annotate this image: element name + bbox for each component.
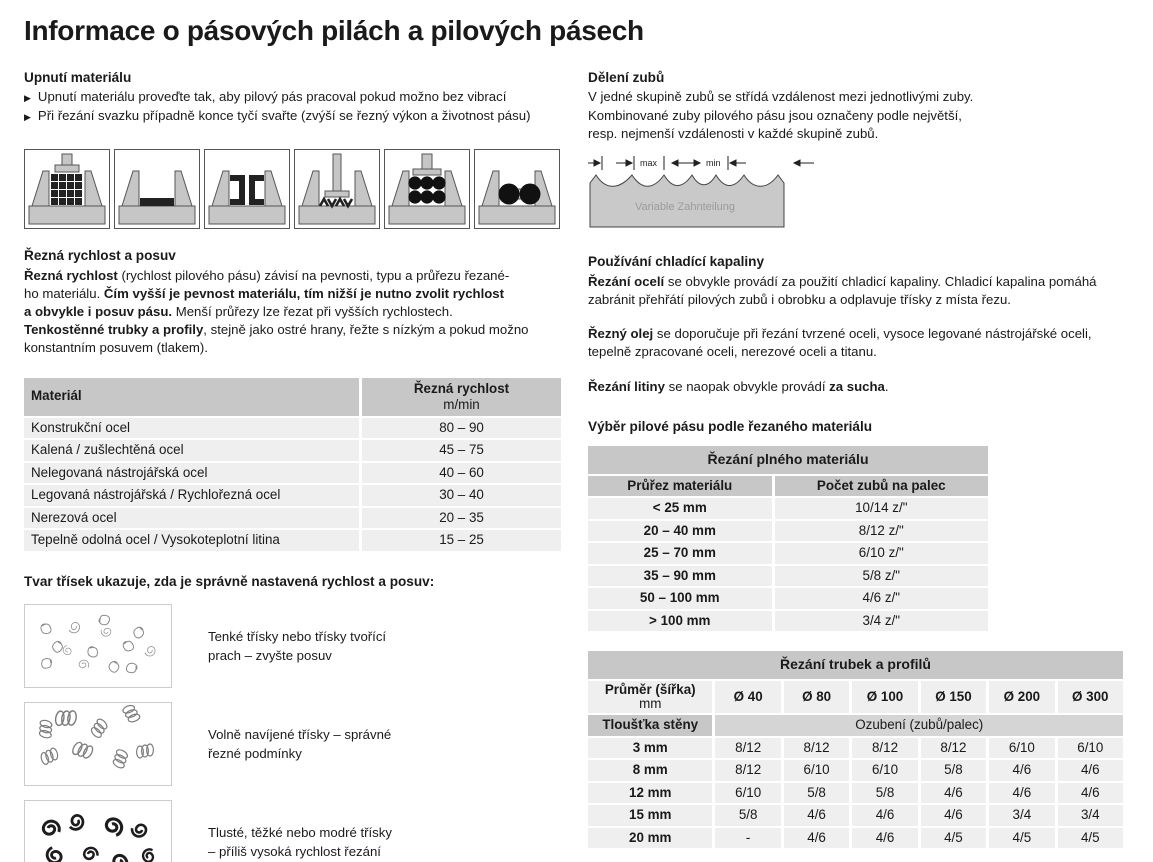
chip-caption: [208, 823, 392, 861]
material-cell: Nerezová ocel: [24, 508, 359, 529]
chip-example-fine: [24, 604, 564, 688]
value-cell: 3/4: [1058, 805, 1123, 826]
speed-cell: 80 – 90: [362, 418, 561, 439]
variable-tooth-pitch-diagram: [588, 153, 820, 233]
value-cell: 4/5: [989, 828, 1054, 849]
clamping-diagrams-row: [24, 149, 564, 229]
diameter-header: Ø 80: [784, 681, 849, 713]
size-cell: < 25 mm: [588, 498, 772, 519]
caption-line: Tenké třísky nebo třísky tvořící: [208, 629, 387, 645]
clamping-bullets: [24, 88, 564, 124]
value-cell: 3/4: [989, 805, 1054, 826]
bullet-item: [24, 107, 564, 125]
bullet-text: Při řezání svazku případně konce tyčí svařte (zvýší se řezný výkon a životnost pásu): [37, 107, 531, 123]
speed-cell: 40 – 60: [362, 463, 561, 484]
teeth-paragraph: V jedné skupině zubů se střídá vzdálenost mezi jednotlivými zuby. Kombinované zuby pilového pásu jsou označeny podle největší, resp. nejmenší vzdálenosti v každé skupině zubů.: [588, 89, 974, 141]
value-cell: 6/10: [1058, 738, 1123, 759]
solid-table-header-size: Průřez materiálu: [588, 476, 772, 497]
thick-dark-chips-photo: [24, 800, 172, 862]
wall-cell: 3 mm: [588, 738, 712, 759]
cutting-speed-table: [21, 376, 564, 553]
teeth-per-inch-header: Ozubení (zubů/palec): [715, 715, 1123, 736]
speed-table-header-speed: [362, 378, 561, 416]
table-row: [588, 805, 1123, 826]
clamp-diagram-channel-profiles-icon: [204, 149, 290, 229]
wall-cell: 20 mm: [588, 828, 712, 849]
bullet-text: Upnutí materiálu proveďte tak, aby pilový pás pracoval pokud možno bez vibrací: [37, 89, 507, 105]
value-cell: 4/6: [989, 760, 1054, 781]
teeth-cell: 4/6 z/": [775, 588, 988, 609]
right-column: [588, 47, 1136, 862]
wall-cell: 15 mm: [588, 805, 712, 826]
wall-thickness-header: Tloušťka stěny: [588, 715, 712, 736]
caption-line: řezné podmínky: [208, 746, 302, 762]
speed-cell: 30 – 40: [362, 485, 561, 506]
value-cell: 8/12: [921, 738, 986, 759]
size-cell: > 100 mm: [588, 611, 772, 632]
value-cell: 4/6: [1058, 760, 1123, 781]
speed-header-line2: m/min: [443, 396, 480, 412]
value-cell: 5/8: [784, 783, 849, 804]
tubes-corner-header: [588, 681, 712, 713]
table-row: [24, 485, 561, 506]
table-row: [24, 418, 561, 439]
value-cell: 4/6: [852, 828, 917, 849]
value-cell: 6/10: [852, 760, 917, 781]
tubes-table-title: Řezání trubek a profilů: [588, 651, 1123, 679]
diameter-header: Ø 100: [852, 681, 917, 713]
solid-table-header-teeth: Počet zubů na palec: [775, 476, 988, 497]
teeth-cell: 6/10 z/": [775, 543, 988, 564]
two-column-layout: [0, 47, 1153, 862]
wall-cell: 8 mm: [588, 760, 712, 781]
table-row: [588, 738, 1123, 759]
table-row: [588, 611, 988, 632]
material-cell: Nelegovaná nástrojářská ocel: [24, 463, 359, 484]
caption-line: Tlusté, těžké nebo modré třísky: [208, 825, 392, 841]
speed-table-header-material: Materiál: [24, 378, 359, 416]
clamp-diagram-square-bundle-icon: [24, 149, 110, 229]
clamp-diagram-angle-bundle-icon: [294, 149, 380, 229]
teeth-cell: 3/4 z/": [775, 611, 988, 632]
table-row: [24, 530, 561, 551]
teeth-cell: 10/14 z/": [775, 498, 988, 519]
tooth-pitch-min-label: min: [706, 158, 721, 169]
solid-table-title: Řezání plného materiálu: [588, 446, 988, 474]
fine-dusty-chips-photo: [24, 604, 172, 688]
coolant-paragraph-1: Řezání ocelí se obvykle provádí za použití chladicí kapaliny. Chladicí kapalina pomáhá zabránit přehřátí pilových zubů i obrobku a odplavuje třísky z místa řezu.: [588, 273, 1097, 308]
tooth-pitch-max-label: max: [640, 158, 658, 169]
speed-heading: Řezná rychlost a posuv: [24, 247, 176, 263]
speed-cell: 45 – 75: [362, 440, 561, 461]
coolant-paragraph-2: Řezný olej se doporučuje při řezání tvrzené oceli, vysoce legované nástrojářské oceli, tepelně zpracované oceli, nerezové oceli a titanu.: [588, 326, 1092, 360]
left-column: [24, 47, 564, 862]
size-cell: 35 – 90 mm: [588, 566, 772, 587]
teeth-cell: 8/12 z/": [775, 521, 988, 542]
table-row: [588, 588, 988, 609]
triangle-bullet-icon: ▶: [24, 111, 31, 122]
speed-cell: 15 – 25: [362, 530, 561, 551]
loose-coiled-chips-photo: [24, 702, 172, 786]
wall-cell: 12 mm: [588, 783, 712, 804]
value-cell: 5/8: [852, 783, 917, 804]
solid-material-table: [585, 444, 991, 634]
coolant-paragraph-3: Řezání litiny se naopak obvykle provádí za sucha.: [588, 378, 889, 394]
value-cell: 8/12: [715, 760, 780, 781]
material-cell: Kalená / zušlechtěná ocel: [24, 440, 359, 461]
chips-heading: Tvar třísek ukazuje, zda je správně nastavená rychlost a posuv:: [24, 573, 435, 589]
diameter-header: Ø 40: [715, 681, 780, 713]
caption-line: prach – zvyšte posuv: [208, 648, 332, 664]
teeth-heading: Dělení zubů: [588, 69, 665, 85]
speed-cell: 20 – 35: [362, 508, 561, 529]
value-cell: 4/5: [921, 828, 986, 849]
table-row: [588, 828, 1123, 849]
chip-caption: [208, 627, 386, 665]
value-cell: 4/6: [921, 805, 986, 826]
value-cell: 4/6: [784, 805, 849, 826]
value-cell: 4/6: [852, 805, 917, 826]
value-cell: 4/6: [1058, 783, 1123, 804]
corner-header-line1: Průměr (šířka): [604, 682, 696, 698]
value-cell: 4/6: [784, 828, 849, 849]
table-row: [24, 463, 561, 484]
bullet-item: [24, 88, 564, 106]
chip-caption: [208, 725, 391, 763]
caption-line: Volně navíjené třísky – správné: [208, 727, 392, 743]
chip-example-thick: [24, 800, 564, 862]
clamp-diagram-two-tubes-icon: [474, 149, 560, 229]
blade-selection-heading: Výběr pilové pásu podle řezaného materiálu: [588, 418, 873, 434]
table-row: [24, 508, 561, 529]
diameter-header: Ø 200: [989, 681, 1054, 713]
value-cell: 8/12: [715, 738, 780, 759]
diameter-header: Ø 150: [921, 681, 986, 713]
value-cell: 5/8: [921, 760, 986, 781]
value-cell: 6/10: [784, 760, 849, 781]
value-cell: 6/10: [715, 783, 780, 804]
triangle-bullet-icon: ▶: [24, 93, 31, 104]
material-cell: Legovaná nástrojářská / Rychlořezná ocel: [24, 485, 359, 506]
value-cell: 6/10: [989, 738, 1054, 759]
table-row: [588, 498, 988, 519]
speed-paragraph: Řezná rychlost (rychlost pilového pásu) závisí na pevnosti, typu a průřezu řezané- ho materiálu. Čím vyšší je pevnost materiálu, tím nižší je nutno zvolit rychlost a obvykle i posuv pásu. Menší průřezy lze řezat při vyšších rychlostech. Tenkostěnné trubky a profily, stejně jako ostré hrany, řežte s nízkým a pokud možno konstantním posuvem (tlakem).: [24, 267, 529, 356]
size-cell: 20 – 40 mm: [588, 521, 772, 542]
value-cell: 5/8: [715, 805, 780, 826]
material-cell: Konstrukční ocel: [24, 418, 359, 439]
value-cell: 4/5: [1058, 828, 1123, 849]
speed-header-line1: Řezná rychlost: [413, 381, 510, 397]
table-row: [588, 760, 1123, 781]
value-cell: 4/6: [989, 783, 1054, 804]
caption-line: – příliš vysoká rychlost řezání: [208, 844, 381, 860]
size-cell: 25 – 70 mm: [588, 543, 772, 564]
value-cell: -: [715, 828, 780, 849]
clamp-diagram-round-bundle-icon: [384, 149, 470, 229]
material-cell: Tepelně odolná ocel / Vysokoteplotní litina: [24, 530, 359, 551]
value-cell: 8/12: [852, 738, 917, 759]
table-row: [588, 543, 988, 564]
diameter-header: Ø 300: [1058, 681, 1123, 713]
value-cell: 4/6: [921, 783, 986, 804]
clamp-diagram-flat-bar-icon: [114, 149, 200, 229]
clamping-heading: Upnutí materiálu: [24, 69, 132, 85]
chip-example-coiled: [24, 702, 564, 786]
teeth-cell: 5/8 z/": [775, 566, 988, 587]
table-row: [24, 440, 561, 461]
size-cell: 50 – 100 mm: [588, 588, 772, 609]
value-cell: 8/12: [784, 738, 849, 759]
tooth-diagram-caption: Variable Zahnteilung: [634, 201, 736, 214]
table-row: [588, 566, 988, 587]
corner-header-line2: mm: [639, 696, 662, 712]
coolant-heading: Používání chladící kapaliny: [588, 254, 765, 270]
page-title: Informace o pásových pilách a pilových pásech: [24, 15, 644, 46]
table-row: [588, 783, 1123, 804]
tubes-profiles-table: [585, 649, 1126, 850]
table-row: [588, 521, 988, 542]
